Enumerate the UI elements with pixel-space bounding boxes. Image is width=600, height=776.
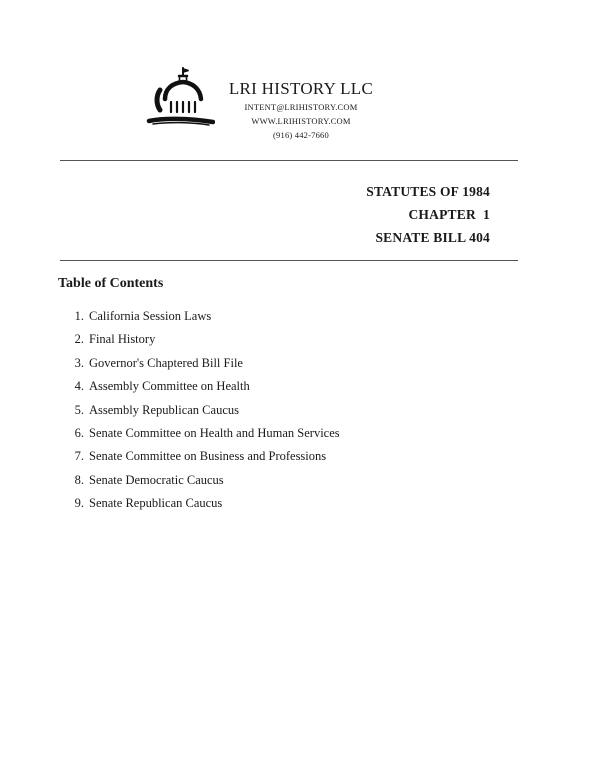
- toc-item-number: 7.: [74, 449, 84, 464]
- toc-item-number: 2.: [74, 332, 84, 347]
- toc-item: [74, 353, 340, 376]
- company-email: INTENT@LRIHISTORY.COM: [244, 102, 358, 112]
- statute-bill: SENATE BILL 404: [375, 230, 490, 245]
- bottom-divider: [60, 260, 518, 261]
- toc-item: [74, 470, 340, 493]
- toc-item-label: Senate Committee on Business and Professions: [89, 449, 327, 464]
- statute-year: STATUTES OF 1984: [366, 184, 490, 199]
- toc-item: [74, 306, 340, 329]
- toc-item: [74, 493, 340, 516]
- toc-item-number: 3.: [74, 355, 84, 370]
- toc-item: [74, 329, 340, 352]
- statute-chapter: CHAPTER 1: [408, 207, 490, 222]
- toc-list: [74, 306, 340, 517]
- top-divider: [60, 160, 518, 161]
- toc-item: [74, 423, 340, 446]
- company-name: LRI HISTORY LLC: [228, 79, 374, 98]
- toc-item-number: 6.: [74, 425, 84, 440]
- toc-item-label: Senate Republican Caucus: [89, 496, 223, 511]
- statute-block: [366, 180, 490, 249]
- toc-item-number: 8.: [74, 472, 84, 487]
- company-website: WWW.LRIHISTORY.COM: [251, 116, 351, 126]
- toc-item-label: California Session Laws: [89, 309, 212, 323]
- toc-heading: Table of Contents: [58, 276, 164, 291]
- toc-item-label: Final History: [89, 332, 156, 347]
- capitol-dome-icon: [143, 66, 215, 138]
- toc-item-label: Governor's Chaptered Bill File: [89, 355, 243, 370]
- toc-item-label: Senate Democratic Caucus: [89, 472, 224, 487]
- toc-item: [74, 400, 340, 423]
- toc-item-label: Senate Committee on Health and Human Services: [89, 425, 340, 440]
- toc-item-label: Assembly Republican Caucus: [89, 402, 239, 417]
- toc-item-number: 5.: [74, 402, 84, 417]
- toc-item-number: 1.: [74, 309, 84, 323]
- company-phone: (916) 442-7660: [273, 130, 329, 140]
- toc-item: [74, 376, 340, 399]
- toc-item-number: 4.: [74, 379, 84, 394]
- toc-item-label: Assembly Committee on Health: [89, 379, 250, 394]
- toc-item-number: 9.: [74, 496, 84, 511]
- letterhead: [226, 79, 376, 142]
- toc-item: [74, 446, 340, 469]
